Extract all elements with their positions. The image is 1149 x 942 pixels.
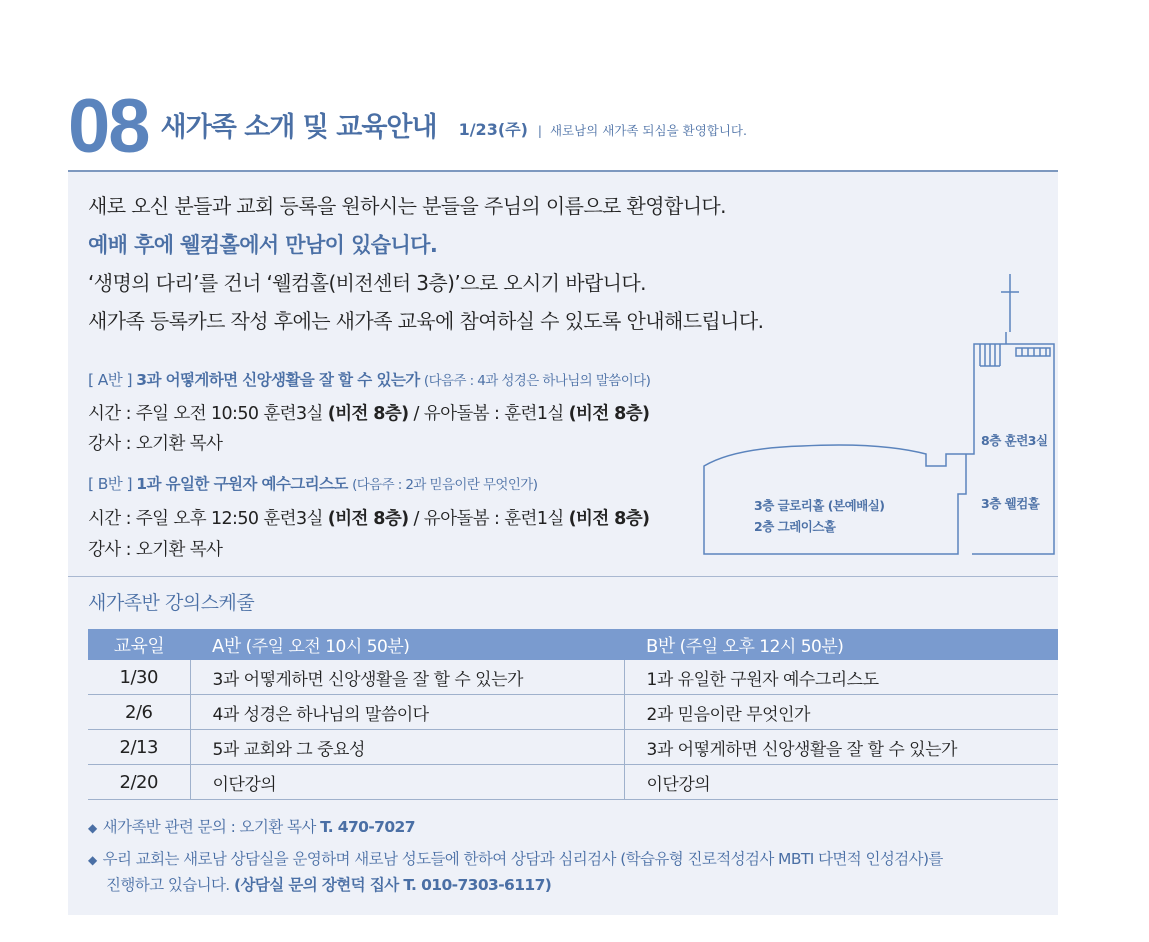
row-class-a: 5과 교회와 그 중요성	[190, 730, 624, 765]
header-date: 교육일	[88, 629, 190, 660]
cross-icon	[1001, 274, 1019, 332]
table-row	[88, 765, 1058, 800]
header-class-a-time: (주일 오전 10시 50분)	[240, 636, 410, 657]
class-b-teacher: 강사 : 오기환 목사	[88, 540, 223, 560]
building-label-8f: 8층 훈련3실	[981, 433, 1048, 448]
row-date: 2/6	[88, 695, 190, 730]
row-class-a: 4과 성경은 하나님의 말씀이다	[190, 695, 624, 730]
section-date: 1/23(주)	[458, 120, 528, 139]
class-a-title	[88, 368, 650, 390]
class-a-teacher: 강사 : 오기환 목사	[88, 434, 223, 454]
class-b-childcare-place: (비전 8층)	[568, 509, 650, 529]
class-b-childcare: / 유아돌봄 : 훈련1실	[408, 509, 569, 529]
section-subtitle: 새로남의 새가족 되심을 환영합니다.	[549, 123, 747, 138]
note-inquiry-phone: T. 470-7027	[320, 818, 415, 836]
class-a-time-text: 시간 : 주일 오전 10:50 훈련3실	[88, 404, 328, 424]
note-counseling-cont	[106, 873, 551, 895]
note-counseling-text: 우리 교회는 새로남 상담실을 운영하며 새로남 성도들에 한하여 상담과 심리검사 (학습유형 진로적성검사 MBTI 다면적 인성검사)를	[102, 850, 943, 868]
header-class-b-name: B반	[646, 635, 675, 657]
section-header	[68, 84, 747, 169]
section-number: 08	[68, 84, 149, 169]
intro-welcome: 새로 오신 분들과 교회 등록을 원하시는 분들을 주님의 이름으로 환영합니다.	[88, 194, 726, 218]
row-class-b: 1과 유일한 구원자 예수그리스도	[624, 660, 1058, 695]
note-inquiry-text: 새가족반 관련 문의 : 오기환 목사	[102, 818, 321, 836]
class-b-tag: [ B반 ]	[88, 475, 132, 493]
note-inquiry	[88, 815, 415, 837]
header-class-a	[190, 629, 624, 660]
row-date: 1/30	[88, 660, 190, 695]
class-a-time	[88, 400, 649, 425]
section-divider	[68, 576, 1058, 577]
schedule-title: 새가족반 강의스케줄	[88, 592, 255, 614]
bullet-diamond-icon: ◆	[88, 821, 97, 835]
header-class-b	[624, 629, 1058, 660]
row-date: 2/13	[88, 730, 190, 765]
header-separator: |	[537, 124, 542, 138]
class-a-next: (다음주 : 4과 성경은 하나님의 말씀이다)	[423, 373, 651, 389]
row-class-b: 이단강의	[624, 765, 1058, 800]
bullet-diamond-icon: ◆	[88, 853, 97, 867]
note-counseling-contact: (상담실 문의 장현덕 집사 T. 010-7303-6117)	[233, 876, 552, 894]
row-date: 2/20	[88, 765, 190, 800]
header-class-a-name: A반	[212, 635, 241, 657]
building-label-3f-welcome: 3층 웰컴홀	[981, 496, 1040, 511]
schedule-table	[88, 629, 1058, 800]
class-b-time-text: 시간 : 주일 오후 12:50 훈련3실	[88, 509, 328, 529]
class-a-time-place: (비전 8층)	[327, 404, 409, 424]
header-class-b-time: (주일 오후 12시 50분)	[674, 636, 844, 657]
intro-directions: ‘생명의 다리’를 건너 ‘웰컴홀(비전센터 3층)’으로 오시기 바랍니다.	[88, 271, 646, 295]
class-b-time	[88, 505, 649, 530]
building-label-3f-glory: 3층 글로리홀 (본예배실)	[754, 498, 885, 513]
class-a-tag: [ A반 ]	[88, 371, 132, 389]
class-a-childcare: / 유아돌봄 : 훈련1실	[408, 404, 569, 424]
class-b-title	[88, 472, 537, 494]
note-counseling-text2: 진행하고 있습니다.	[106, 876, 234, 894]
table-row	[88, 660, 1058, 695]
table-row	[88, 730, 1058, 765]
row-class-a: 3과 어떻게하면 신앙생활을 잘 할 수 있는가	[190, 660, 624, 695]
class-b-next: (다음주 : 2과 믿음이란 무엇인가)	[352, 477, 538, 493]
class-b-lesson: 1과 유일한 구원자 예수그리스도	[136, 475, 348, 493]
row-class-b: 2과 믿음이란 무엇인가	[624, 695, 1058, 730]
schedule-header-row	[88, 629, 1058, 660]
building-label-2f-grace: 2층 그레이스홀	[754, 519, 836, 534]
row-class-a: 이단강의	[190, 765, 624, 800]
section-title: 새가족 소개 및 교육안내	[160, 112, 437, 143]
class-a-childcare-place: (비전 8층)	[568, 404, 650, 424]
intro-registration: 새가족 등록카드 작성 후에는 새가족 교육에 참여하실 수 있도록 안내해드립니다.	[88, 309, 764, 333]
class-b-time-place: (비전 8층)	[327, 509, 409, 529]
table-row	[88, 695, 1058, 730]
row-class-b: 3과 어떻게하면 신앙생활을 잘 할 수 있는가	[624, 730, 1058, 765]
intro-highlight: 예배 후에 웰컴홀에서 만남이 있습니다.	[88, 233, 438, 257]
note-counseling	[88, 847, 943, 869]
class-a-lesson: 3과 어떻게하면 신앙생활을 잘 할 수 있는가	[136, 371, 420, 389]
